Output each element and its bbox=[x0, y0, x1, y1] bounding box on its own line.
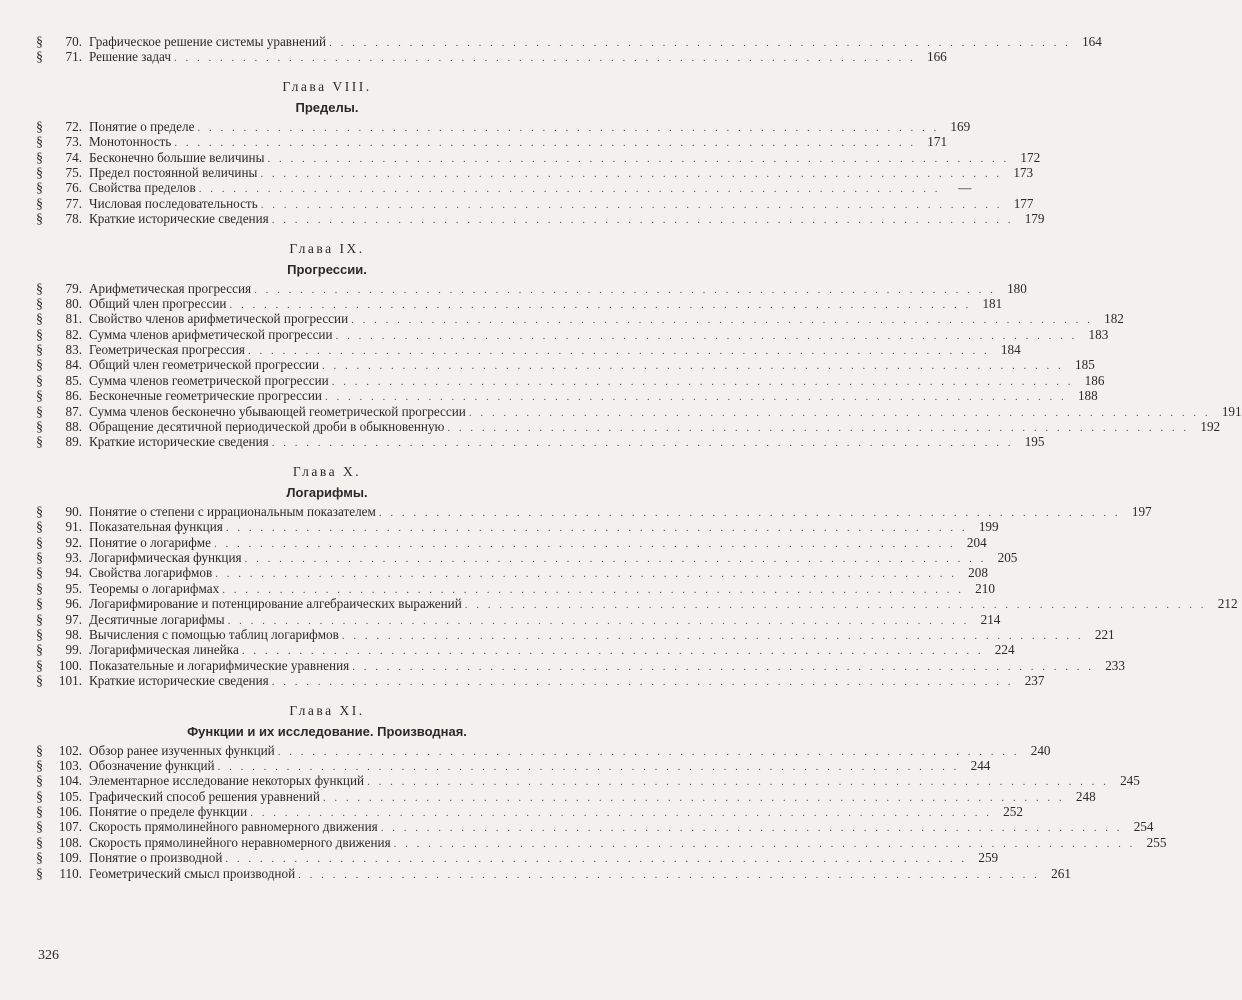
section-mark: § bbox=[36, 789, 43, 805]
toc-entry bbox=[36, 134, 948, 151]
entry-title: Элементарное исследование некоторых функций bbox=[89, 773, 365, 789]
toc-entry bbox=[36, 503, 1152, 520]
entry-page: 254 bbox=[1133, 819, 1154, 835]
entry-page: 233 bbox=[1105, 657, 1125, 673]
entry-title: Числовая последовательность bbox=[89, 195, 258, 211]
entry-page: 224 bbox=[994, 642, 1015, 658]
entry-page: 184 bbox=[1000, 342, 1021, 358]
entry-page: 186 bbox=[1084, 372, 1105, 388]
toc-entry bbox=[36, 419, 1221, 436]
entry-page: 199 bbox=[978, 519, 999, 535]
entry-title: Бесконечные геометрические прогрессии bbox=[89, 388, 322, 404]
entry-page: 180 bbox=[1007, 280, 1027, 296]
chapter-title: Логарифмы. bbox=[286, 484, 368, 500]
section-mark: § bbox=[36, 627, 43, 643]
toc-entry bbox=[36, 326, 1109, 343]
section-mark: § bbox=[36, 774, 43, 790]
toc-entry bbox=[36, 342, 1021, 359]
dot-leader bbox=[267, 152, 1009, 167]
toc-entry bbox=[36, 195, 1034, 212]
toc-entry bbox=[36, 280, 1027, 297]
section-mark: § bbox=[36, 520, 43, 536]
entry-title: Свойства логарифмов bbox=[89, 565, 213, 581]
entry-number: 101. bbox=[58, 673, 82, 689]
chapter-label: Глава IX. bbox=[289, 240, 365, 256]
entry-number: 110. bbox=[59, 865, 82, 881]
entry-page: 197 bbox=[1131, 503, 1152, 519]
section-mark: § bbox=[36, 165, 43, 181]
entry-page: 191 bbox=[1221, 403, 1242, 419]
section-mark: § bbox=[36, 281, 43, 297]
dot-leader bbox=[174, 136, 916, 151]
toc-entry bbox=[36, 180, 972, 197]
toc-page bbox=[36, 34, 1242, 882]
toc-entry bbox=[36, 865, 1071, 882]
toc-entry bbox=[36, 834, 1167, 851]
toc-entry bbox=[36, 534, 987, 551]
entry-number: 80. bbox=[65, 295, 82, 311]
entry-title: Показательные и логарифмические уравнения bbox=[89, 657, 350, 673]
entry-number: 77. bbox=[65, 195, 82, 211]
section-mark: § bbox=[36, 566, 43, 582]
entry-title: Сумма членов геометрической прогрессии bbox=[89, 372, 329, 388]
entry-page: 245 bbox=[1120, 773, 1140, 789]
entry-title: Вычисления с помощью таблиц логарифмов bbox=[89, 626, 339, 642]
toc-entry bbox=[36, 357, 1095, 374]
section-mark: § bbox=[36, 327, 43, 343]
entry-number: 70. bbox=[65, 34, 82, 49]
entry-number: 91. bbox=[65, 519, 82, 535]
dot-leader bbox=[329, 36, 1071, 51]
toc-entry bbox=[36, 434, 1045, 451]
entry-title: Скорость прямолинейного равномерного движения bbox=[89, 819, 378, 835]
dot-leader bbox=[278, 745, 1020, 760]
entry-title: Логарифмическая линейка bbox=[89, 642, 239, 658]
entry-page: 195 bbox=[1024, 434, 1045, 450]
entry-number: 98. bbox=[65, 626, 82, 642]
section-mark: § bbox=[36, 851, 43, 867]
entry-number: 100. bbox=[58, 657, 82, 673]
entry-title: Теоремы о логарифмах bbox=[89, 580, 220, 596]
section-mark: § bbox=[36, 196, 43, 212]
entry-number: 109. bbox=[58, 850, 82, 866]
entry-title: Понятие о пределе bbox=[89, 118, 195, 134]
section-mark: § bbox=[36, 550, 43, 566]
entry-title: Понятие о производной bbox=[89, 850, 223, 866]
section-mark: § bbox=[36, 674, 43, 690]
entry-number: 78. bbox=[65, 211, 82, 227]
entry-number: 72. bbox=[65, 118, 82, 134]
dot-leader bbox=[272, 436, 1014, 451]
section-mark: § bbox=[36, 597, 43, 613]
toc-entry bbox=[36, 850, 999, 867]
entry-title: Краткие исторические сведения bbox=[89, 211, 269, 227]
dot-leader bbox=[226, 521, 968, 536]
entry-title: Краткие исторические сведения bbox=[89, 434, 269, 450]
entry-page: 182 bbox=[1104, 311, 1124, 327]
dot-leader bbox=[225, 852, 967, 867]
entry-title: Геометрический смысл производной bbox=[89, 865, 296, 881]
dot-leader bbox=[272, 213, 1014, 228]
dot-leader bbox=[323, 791, 1065, 806]
section-mark: § bbox=[36, 296, 43, 312]
entry-title: Понятие о пределе функции bbox=[89, 804, 248, 820]
chapter-title: Функции и их исследование. Производная. bbox=[187, 723, 467, 739]
dot-leader bbox=[352, 660, 1094, 675]
dot-leader bbox=[332, 375, 1074, 390]
toc-entry bbox=[36, 388, 1098, 405]
entry-page: 188 bbox=[1077, 388, 1098, 404]
entry-page: 248 bbox=[1075, 788, 1096, 804]
entry-title: Понятие о степени с иррациональным показателем bbox=[89, 503, 376, 519]
section-mark: § bbox=[36, 119, 43, 135]
chapter-label: Глава X. bbox=[292, 463, 362, 479]
dot-leader bbox=[245, 552, 987, 567]
entry-number: 105. bbox=[58, 788, 82, 804]
entry-number: 90. bbox=[65, 503, 82, 519]
dot-leader bbox=[261, 198, 1003, 213]
entry-title: Решение задач bbox=[89, 49, 172, 65]
toc-entry bbox=[36, 164, 1034, 181]
entry-number: 107. bbox=[58, 819, 82, 835]
entry-number: 88. bbox=[65, 419, 82, 435]
dot-leader bbox=[394, 837, 1136, 852]
toc-entry bbox=[36, 118, 971, 135]
entry-number: 95. bbox=[65, 580, 82, 596]
toc-entry bbox=[36, 804, 1023, 821]
entry-title: Понятие о логарифме bbox=[89, 534, 211, 550]
section-mark: § bbox=[36, 743, 43, 759]
entry-title: Геометрическая прогрессия bbox=[89, 342, 245, 358]
dot-leader bbox=[248, 344, 990, 359]
entry-title: Обзор ранее изученных функций bbox=[89, 742, 275, 758]
toc-entry bbox=[36, 642, 1015, 659]
toc-entry bbox=[36, 549, 1018, 566]
toc-entry bbox=[36, 565, 988, 582]
entry-page: 240 bbox=[1030, 742, 1051, 758]
dot-leader bbox=[465, 598, 1207, 613]
entry-page: 164 bbox=[1082, 34, 1102, 49]
entry-title: Графическое решение системы уравнений bbox=[89, 34, 327, 49]
section-mark: § bbox=[36, 805, 43, 821]
entry-number: 71. bbox=[65, 49, 82, 65]
toc-entry bbox=[36, 311, 1124, 328]
entry-number: 82. bbox=[65, 326, 82, 342]
section-mark: § bbox=[36, 358, 43, 374]
entry-page: 252 bbox=[1003, 804, 1023, 820]
entry-page: 244 bbox=[970, 757, 991, 773]
section-mark: § bbox=[36, 35, 43, 50]
dot-leader bbox=[367, 775, 1109, 790]
section-mark: § bbox=[36, 50, 43, 66]
entry-number: 93. bbox=[65, 549, 82, 565]
toc-entry bbox=[36, 657, 1125, 674]
entry-number: 102. bbox=[58, 742, 82, 758]
section-mark: § bbox=[36, 212, 43, 228]
entry-title: Общий член геометрической прогрессии bbox=[89, 357, 320, 373]
entry-title: Логарифмическая функция bbox=[89, 549, 242, 565]
entry-title: Сумма членов бесконечно убывающей геометрической прогрессии bbox=[89, 403, 466, 419]
section-mark: § bbox=[36, 866, 43, 882]
entry-title: Свойства пределов bbox=[89, 180, 196, 196]
dot-leader bbox=[199, 182, 941, 197]
dot-leader bbox=[242, 644, 984, 659]
entry-page: 181 bbox=[982, 295, 1003, 311]
entry-page: 212 bbox=[1217, 596, 1238, 612]
entry-number: 97. bbox=[65, 611, 82, 627]
toc-entry bbox=[36, 788, 1096, 805]
toc-entry bbox=[36, 211, 1045, 228]
entry-number: 104. bbox=[58, 773, 82, 789]
entry-page: 185 bbox=[1075, 357, 1095, 373]
toc-entry bbox=[36, 295, 1003, 312]
toc-entry bbox=[36, 773, 1140, 790]
entry-title: Бесконечно большие величины bbox=[89, 149, 265, 165]
section-mark: § bbox=[36, 835, 43, 851]
section-mark: § bbox=[36, 758, 43, 774]
toc-entry bbox=[36, 149, 1041, 166]
section-mark: § bbox=[36, 581, 43, 597]
section-mark: § bbox=[36, 389, 43, 405]
dot-leader bbox=[260, 167, 1002, 182]
entry-number: 89. bbox=[65, 434, 82, 450]
entry-title: Общий член прогрессии bbox=[89, 295, 227, 311]
entry-page: 204 bbox=[966, 534, 987, 550]
entry-title: Показательная функция bbox=[89, 519, 223, 535]
entry-number: 73. bbox=[65, 134, 82, 150]
toc-chapters bbox=[36, 65, 1242, 882]
section-mark: § bbox=[36, 420, 43, 436]
dot-leader bbox=[469, 406, 1211, 421]
entry-page: 166 bbox=[926, 49, 947, 65]
entry-page: 255 bbox=[1146, 834, 1167, 850]
toc-entry bbox=[36, 34, 1102, 50]
entry-page: 177 bbox=[1013, 195, 1034, 211]
dot-leader bbox=[381, 821, 1123, 836]
section-mark: § bbox=[36, 373, 43, 389]
dot-leader bbox=[351, 313, 1093, 328]
toc-entry bbox=[36, 519, 999, 536]
section-mark: § bbox=[36, 135, 43, 151]
entry-number: 75. bbox=[65, 164, 82, 180]
section-mark: § bbox=[36, 404, 43, 420]
entry-page: 221 bbox=[1094, 626, 1115, 642]
entry-number: 108. bbox=[58, 834, 82, 850]
entry-title: Логарифмирование и потенцирование алгебраических выражений bbox=[89, 596, 462, 612]
entry-page: 259 bbox=[978, 850, 999, 866]
entry-title: Графический способ решения уравнений bbox=[89, 788, 320, 804]
toc-entry bbox=[36, 611, 1001, 628]
dot-leader bbox=[298, 868, 1040, 883]
entry-title: Обозначение функций bbox=[89, 757, 215, 773]
dot-leader bbox=[272, 675, 1014, 690]
section-mark: § bbox=[36, 181, 43, 197]
entry-number: 83. bbox=[65, 342, 82, 358]
entry-page: 208 bbox=[968, 565, 988, 581]
dot-leader bbox=[254, 283, 996, 298]
entry-number: 106. bbox=[58, 804, 82, 820]
entry-page: 192 bbox=[1200, 419, 1221, 435]
entry-page: 169 bbox=[950, 118, 971, 134]
toc-entry bbox=[36, 757, 991, 774]
dot-leader bbox=[379, 506, 1121, 521]
entry-title: Десятичные логарифмы bbox=[89, 611, 225, 627]
section-mark: § bbox=[36, 435, 43, 451]
chapter-title: Прогрессии. bbox=[287, 261, 367, 277]
entry-number: 92. bbox=[65, 534, 82, 550]
entry-number: 103. bbox=[58, 757, 82, 773]
entry-number: 96. bbox=[65, 596, 82, 612]
entry-page: — bbox=[958, 180, 972, 196]
chapter-title: Пределы. bbox=[295, 99, 359, 115]
entry-title: Обращение десятичной периодической дроби в обыкновенную bbox=[89, 419, 445, 435]
toc-entry bbox=[36, 372, 1105, 389]
entry-number: 87. bbox=[65, 403, 82, 419]
chapter-label: Глава XI. bbox=[289, 702, 365, 718]
entry-page: 261 bbox=[1051, 865, 1071, 881]
section-mark: § bbox=[36, 658, 43, 674]
toc-entry bbox=[36, 742, 1051, 759]
toc-entry bbox=[36, 673, 1045, 690]
entry-number: 74. bbox=[65, 149, 82, 165]
dot-leader bbox=[447, 421, 1189, 436]
entry-title: Монотонность bbox=[89, 134, 172, 150]
entry-page: 210 bbox=[975, 580, 995, 596]
section-mark: § bbox=[36, 535, 43, 551]
toc-entry bbox=[36, 403, 1242, 420]
toc-entry bbox=[36, 596, 1238, 613]
dot-leader bbox=[322, 359, 1064, 374]
entry-title: Сумма членов арифметической прогрессии bbox=[89, 326, 333, 342]
dot-leader bbox=[215, 567, 957, 582]
toc-entry bbox=[36, 819, 1154, 836]
section-mark: § bbox=[36, 504, 43, 520]
entry-number: 81. bbox=[65, 311, 82, 327]
entry-title: Арифметическая прогрессия bbox=[89, 280, 252, 296]
dot-leader bbox=[336, 329, 1078, 344]
section-mark: § bbox=[36, 312, 43, 328]
section-mark: § bbox=[36, 612, 43, 628]
entry-title: Предел постоянной величины bbox=[89, 164, 258, 180]
section-mark: § bbox=[36, 150, 43, 166]
dot-leader bbox=[214, 537, 956, 552]
dot-leader bbox=[228, 614, 970, 629]
entry-page: 173 bbox=[1013, 164, 1034, 180]
section-mark: § bbox=[36, 343, 43, 359]
entry-number: 79. bbox=[65, 280, 82, 296]
entry-number: 99. bbox=[65, 642, 82, 658]
entry-number: 94. bbox=[65, 565, 82, 581]
entry-page: 179 bbox=[1024, 211, 1045, 227]
entry-number: 84. bbox=[65, 357, 82, 373]
entry-title: Краткие исторические сведения bbox=[89, 673, 269, 689]
entry-page: 214 bbox=[980, 611, 1001, 627]
section-mark: § bbox=[36, 643, 43, 659]
dot-leader bbox=[197, 121, 939, 136]
chapter-label: Глава VIII. bbox=[282, 78, 372, 94]
entry-page: 237 bbox=[1024, 673, 1045, 689]
toc-entry bbox=[36, 580, 995, 597]
entry-page: 172 bbox=[1020, 149, 1041, 165]
entry-page: 183 bbox=[1088, 326, 1109, 342]
toc-entry bbox=[36, 49, 947, 66]
entry-page: 171 bbox=[927, 134, 948, 150]
toc-entry bbox=[36, 626, 1115, 643]
entry-title: Свойство членов арифметической прогрессии bbox=[89, 311, 349, 327]
entry-title: Скорость прямолинейного неравномерного движения bbox=[89, 834, 391, 850]
entry-page: 205 bbox=[997, 549, 1018, 565]
entry-number: 76. bbox=[65, 180, 82, 196]
entry-number: 86. bbox=[65, 388, 82, 404]
page-number: 326 bbox=[38, 948, 59, 963]
entry-number: 85. bbox=[65, 372, 82, 388]
dot-leader bbox=[174, 51, 916, 66]
section-mark: § bbox=[36, 820, 43, 836]
dot-leader bbox=[342, 629, 1084, 644]
toc-intro-entries bbox=[36, 34, 1102, 66]
